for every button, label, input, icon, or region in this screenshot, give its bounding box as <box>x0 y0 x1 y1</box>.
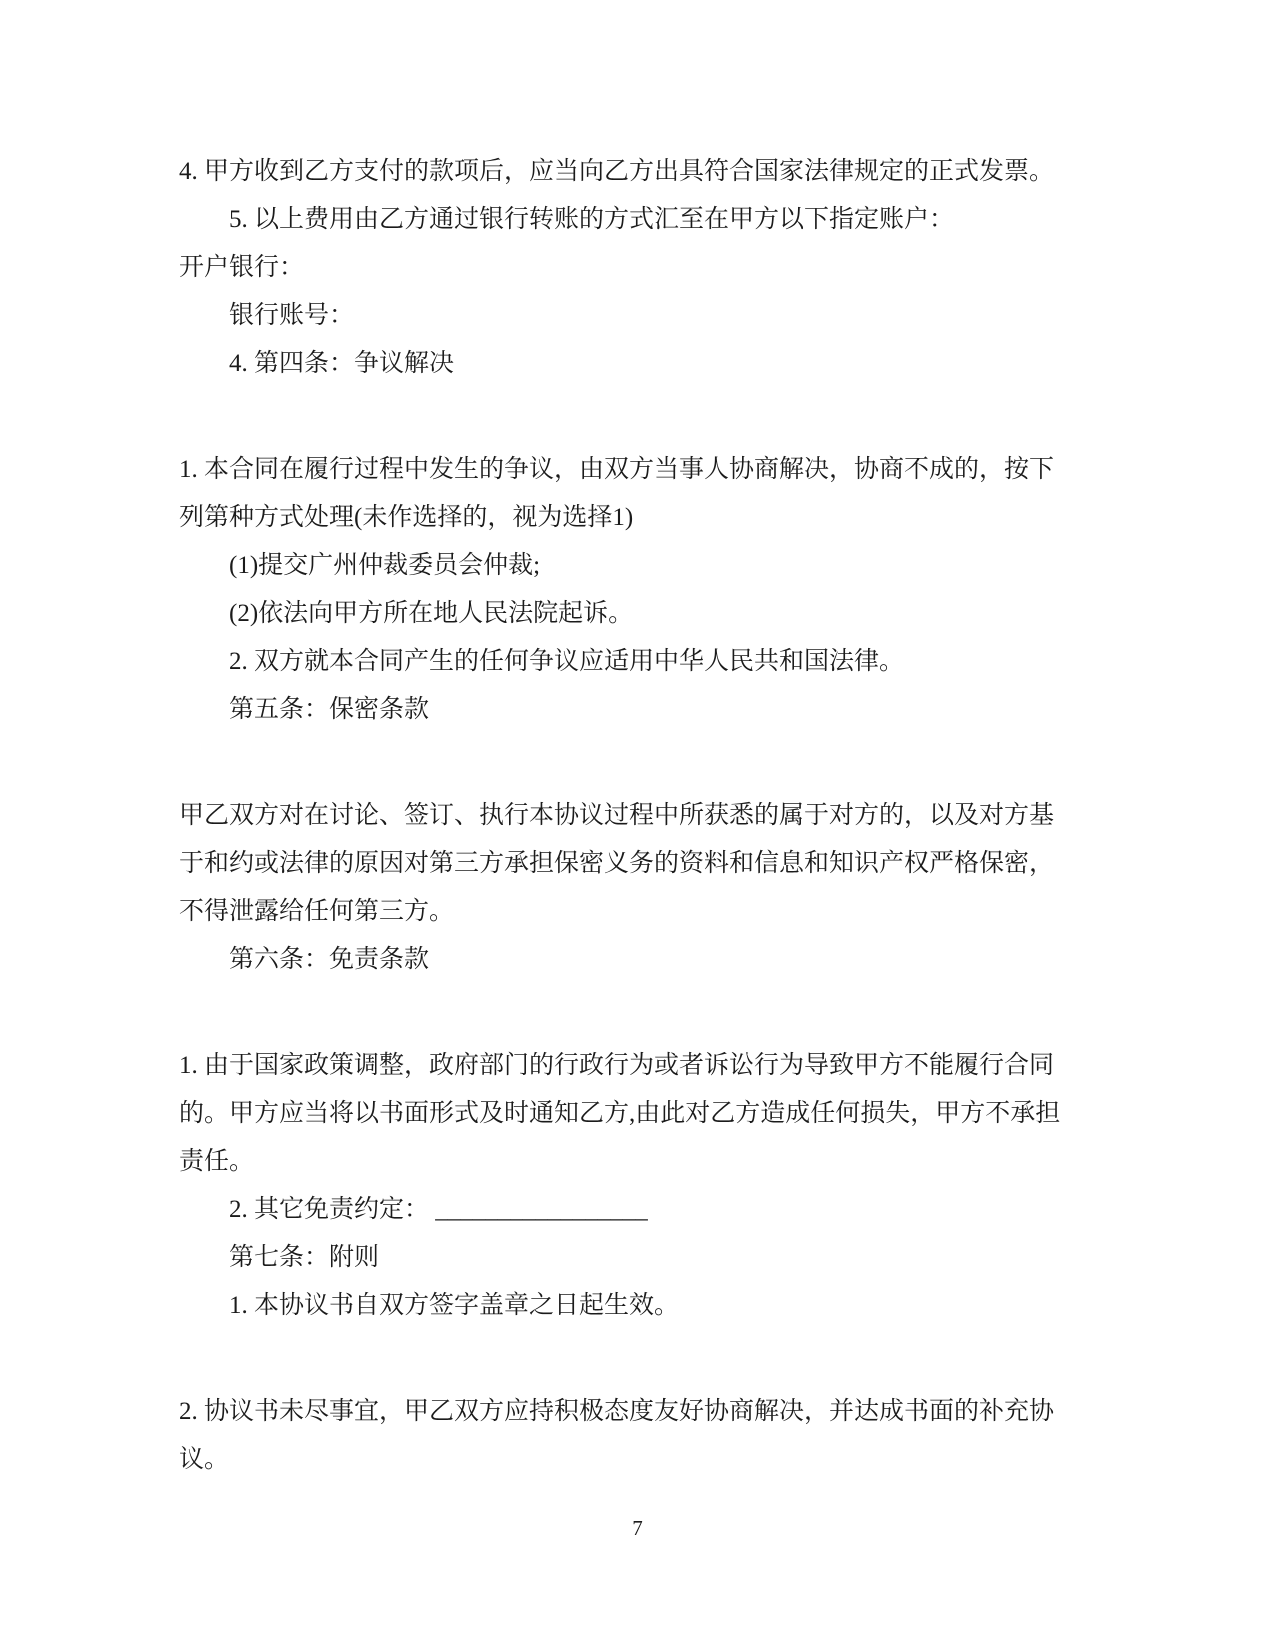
text-line: (1)提交广州仲裁委员会仲裁; <box>229 552 541 579</box>
text-line: 1. 本合同在履行过程中发生的争议，由双方当事人协商解决，协商不成的，按下 <box>179 456 1055 483</box>
text-line: 2. 其它免责约定： _________________ <box>229 1196 648 1223</box>
text-line: 第七条：附则 <box>229 1244 380 1271</box>
blank-line <box>179 984 1089 1042</box>
text-line: 2. 双方就本合同产生的任何争议应适用中华人民共和国法律。 <box>229 648 905 675</box>
text-line: 列第种方式处理(未作选择的，视为选择1) <box>179 504 634 531</box>
text-line: 4. 第四条：争议解决 <box>229 350 455 377</box>
text-line: 2. 协议书未尽事宜，甲乙双方应持积极态度友好协商解决，并达成书面的补充协 <box>179 1398 1055 1425</box>
text-line: 开户银行： <box>179 254 305 281</box>
text-line: 第五条：保密条款 <box>229 696 430 723</box>
text-line: 的。甲方应当将以书面形式及时通知乙方,由此对乙方造成任何损失，甲方不承担 <box>179 1100 1061 1127</box>
blank-line <box>179 734 1089 792</box>
contract-body <box>179 148 1089 1484</box>
text-line: 甲乙双方对在讨论、签订、执行本协议过程中所获悉的属于对方的，以及对方基 <box>179 802 1055 829</box>
text-line: 5. 以上费用由乙方通过银行转账的方式汇至在甲方以下指定账户： <box>229 206 955 233</box>
text-line: (2)依法向甲方所在地人民法院起诉。 <box>229 600 634 627</box>
blank-line <box>179 388 1089 446</box>
text-line: 4. 甲方收到乙方支付的款项后，应当向乙方出具符合国家法律规定的正式发票。 <box>179 158 1055 185</box>
text-line: 第六条：免责条款 <box>229 946 430 973</box>
text-line: 银行账号： <box>229 302 355 329</box>
text-line: 于和约或法律的原因对第三方承担保密义务的资料和信息和知识产权严格保密， <box>179 850 1055 877</box>
text-line: 责任。 <box>179 1148 255 1175</box>
text-line: 不得泄露给任何第三方。 <box>179 898 455 925</box>
text-line: 1. 由于国家政策调整，政府部门的行政行为或者诉讼行为导致甲方不能履行合同 <box>179 1052 1055 1079</box>
text-line: 议。 <box>179 1446 230 1473</box>
blank-line <box>179 1330 1089 1388</box>
text-line: 1. 本协议书自双方签字盖章之日起生效。 <box>229 1292 680 1319</box>
page-number: 7 <box>632 1516 643 1540</box>
